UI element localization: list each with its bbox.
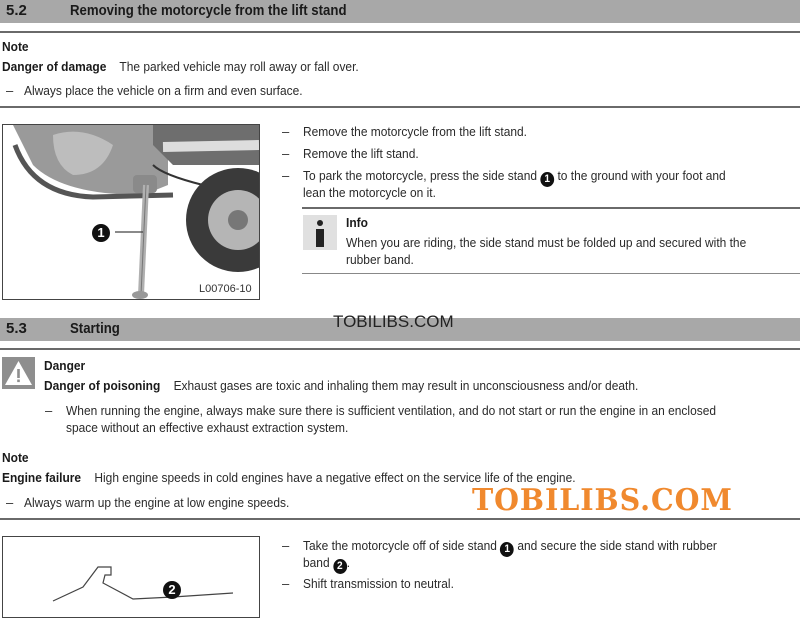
divider (0, 518, 800, 520)
rubber-band-figure (2, 536, 260, 618)
step-1 (303, 538, 717, 557)
note-heading: Note (2, 39, 29, 54)
step-1: Remove the motorcycle from the lift stand. (303, 124, 528, 139)
danger-line (44, 378, 638, 393)
note-heading: Note (2, 450, 29, 465)
figure-caption: L00706-10 (199, 283, 252, 295)
watermark-bottom: TOBILIBS.COM (472, 483, 733, 518)
bullet-dash: – (282, 168, 290, 183)
danger-text: Exhaust gases are toxic and inhaling them may result in unconsciousness and/or death. (173, 378, 639, 393)
step-1-text-b: and secure the side stand with rubber (517, 538, 717, 553)
step-1-text-c: band (303, 555, 330, 570)
bullet-dash: – (45, 403, 53, 418)
step-3-text-a: To park the motorcycle, press the side stand (303, 168, 538, 183)
danger-label: Danger of poisoning (44, 378, 161, 393)
note-label: Engine failure (2, 470, 82, 485)
note-label: Danger of damage (2, 59, 107, 74)
note-text: The parked vehicle may roll away or fall over. (119, 59, 359, 74)
info-icon (303, 215, 337, 250)
section-5-2-header (0, 0, 800, 23)
step-1-text-a: Take the motorcycle off of side stand (303, 538, 497, 553)
note-bullet: Always place the vehicle on a firm and even surface. (24, 83, 303, 98)
info-divider-top (302, 207, 800, 209)
note-bullet: Always warm up the engine at low engine speeds. (24, 495, 290, 510)
danger-bullet-line-2: space without an effective exhaust extraction system. (66, 420, 349, 435)
side-stand-figure (2, 124, 260, 300)
section-title: Removing the motorcycle from the lift stand (70, 2, 347, 19)
callout-1-inline: 1 (540, 172, 554, 187)
danger-bullet-line-1: When running the engine, always make sure there is sufficient ventilation, and do not start or run the engine in an enclosed (66, 403, 717, 418)
step-1-cont (303, 555, 350, 574)
note-line (2, 59, 359, 74)
callout-2-inline: 2 (333, 559, 347, 574)
step-1-text-d: . (346, 555, 351, 570)
watermark-top: TOBILIBS.COM (333, 312, 454, 331)
danger-heading: Danger (44, 358, 86, 373)
step-3-text-b: to the ground with your foot and (557, 168, 726, 183)
motorcycle-outline-illustration (3, 537, 259, 617)
note-text: High engine speeds in cold engines have a negative effect on the service life of the engine. (94, 470, 576, 485)
step-2: Shift transmission to neutral. (303, 576, 454, 591)
divider (0, 106, 800, 108)
bullet-dash: – (6, 495, 14, 510)
info-heading: Info (346, 215, 368, 230)
section-title: Starting (70, 320, 120, 337)
info-divider-bottom (302, 273, 800, 274)
bullet-dash: – (282, 538, 290, 553)
info-line-1: When you are riding, the side stand must be folded up and secured with the (346, 235, 747, 250)
section-number: 5.3 (6, 320, 27, 337)
callout-2: 2 (163, 581, 181, 599)
bullet-dash: – (6, 83, 14, 98)
callout-1: 1 (92, 224, 110, 242)
callout-1-inline: 1 (500, 542, 514, 557)
bullet-dash: – (282, 146, 290, 161)
bullet-dash: – (282, 576, 290, 591)
divider (0, 348, 800, 350)
warning-triangle-icon (2, 357, 35, 389)
step-3-cont: lean the motorcycle on it. (303, 185, 436, 200)
step-2: Remove the lift stand. (303, 146, 419, 161)
motorcycle-side-stand-illustration (3, 125, 259, 299)
bullet-dash: – (282, 124, 290, 139)
info-line-2: rubber band. (346, 252, 414, 267)
section-number: 5.2 (6, 2, 27, 19)
divider (0, 31, 800, 33)
